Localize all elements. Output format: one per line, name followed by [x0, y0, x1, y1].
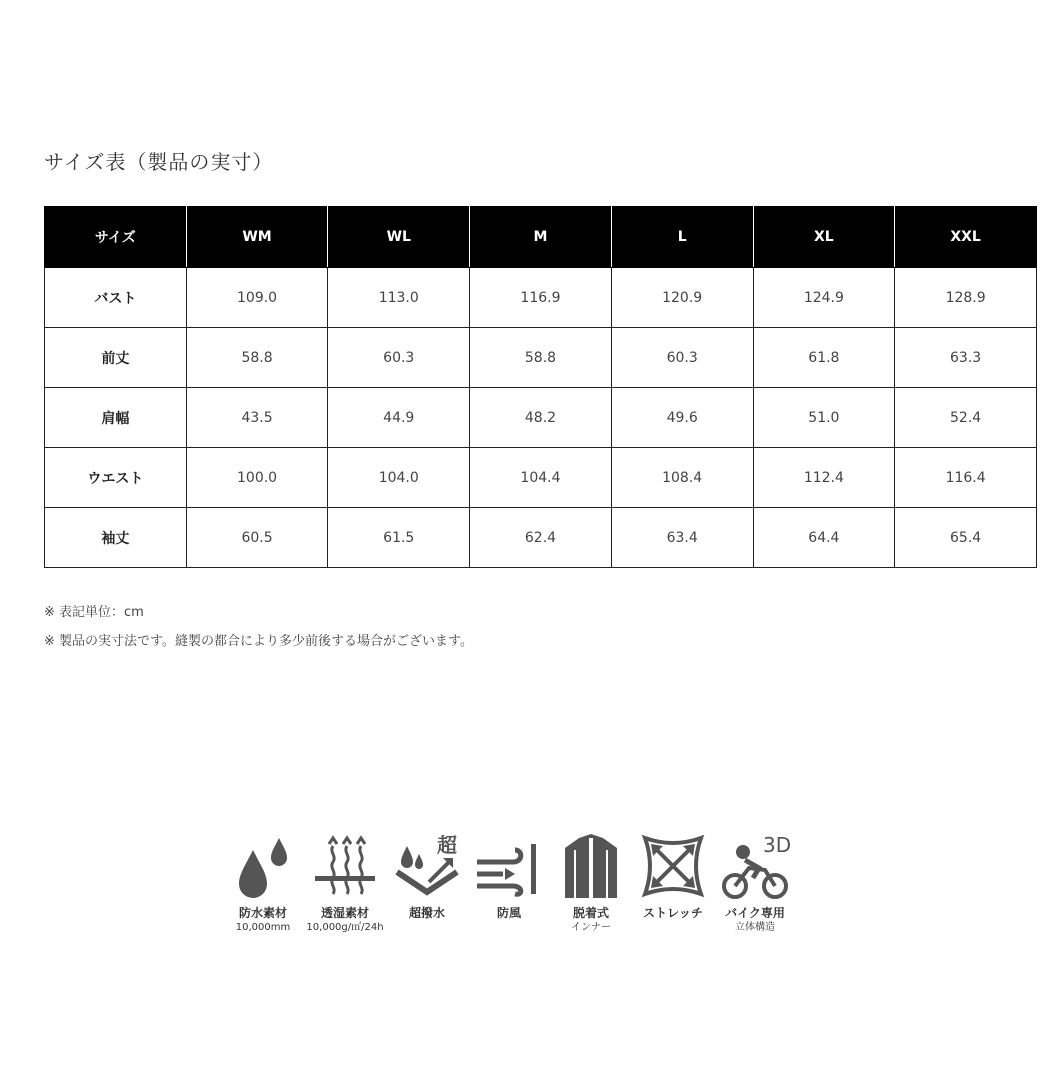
svg-text:超: 超 [437, 833, 457, 857]
row-label: 袖丈 [45, 508, 187, 568]
row-label: バスト [45, 268, 187, 328]
header-cell: WM [186, 207, 328, 268]
table-cell: 58.8 [470, 328, 612, 388]
table-header-row [45, 207, 1037, 268]
stretch-icon [637, 830, 709, 902]
page-title: サイズ表（製品の実寸） [44, 150, 274, 174]
table-cell: 128.9 [895, 268, 1037, 328]
size-table [44, 206, 1037, 568]
table-cell: 58.8 [186, 328, 328, 388]
table-cell: 64.4 [753, 508, 895, 568]
table-cell: 120.9 [611, 268, 753, 328]
table-cell: 60.3 [328, 328, 470, 388]
feature-sub: インナー [571, 922, 611, 933]
bike-3d-icon [719, 830, 791, 902]
row-label: 肩幅 [45, 388, 187, 448]
notes [44, 598, 473, 656]
feature-label: 超撥水 [408, 906, 445, 920]
table-cell: 108.4 [611, 448, 753, 508]
header-cell: XL [753, 207, 895, 268]
feature-sub: 10,000mm [235, 922, 291, 933]
feature-label: バイク専用 [725, 906, 785, 920]
table-cell: 112.4 [753, 448, 895, 508]
table-cell: 116.9 [470, 268, 612, 328]
table-cell: 48.2 [470, 388, 612, 448]
feature-label: ストレッチ [643, 906, 703, 920]
svg-text:3D: 3D [763, 833, 791, 857]
detachable-inner-icon [555, 830, 627, 902]
breathable-waves-icon [309, 830, 381, 902]
feature-bike-3d [714, 830, 796, 934]
table-cell: 104.4 [470, 448, 612, 508]
feature-windproof [468, 830, 550, 934]
feature-super-repellent [386, 830, 468, 934]
table-cell: 116.4 [895, 448, 1037, 508]
feature-waterproof [222, 830, 304, 934]
windproof-icon [473, 830, 545, 902]
table-cell: 113.0 [328, 268, 470, 328]
row-label: 前丈 [45, 328, 187, 388]
table-cell: 61.8 [753, 328, 895, 388]
header-cell: L [611, 207, 753, 268]
feature-detachable-inner [550, 830, 632, 934]
table-cell: 61.5 [328, 508, 470, 568]
feature-label: 透湿素材 [320, 906, 369, 920]
table-cell: 62.4 [470, 508, 612, 568]
feature-label: 防風 [496, 906, 521, 920]
header-cell: M [470, 207, 612, 268]
feature-icons [222, 830, 796, 934]
table-cell: 100.0 [186, 448, 328, 508]
row-label: ウエスト [45, 448, 187, 508]
table-row [45, 448, 1037, 508]
table-cell: 104.0 [328, 448, 470, 508]
super-water-repellent-icon [391, 830, 463, 902]
feature-label: 防水素材 [238, 906, 287, 920]
header-cell: WL [328, 207, 470, 268]
table-cell: 60.5 [186, 508, 328, 568]
table-cell: 65.4 [895, 508, 1037, 568]
table-cell: 52.4 [895, 388, 1037, 448]
table-cell: 60.3 [611, 328, 753, 388]
feature-sub: 10,000g/㎡/24h [306, 922, 384, 933]
table-cell: 44.9 [328, 388, 470, 448]
table-row [45, 508, 1037, 568]
table-cell: 51.0 [753, 388, 895, 448]
feature-breathable [304, 830, 386, 934]
feature-stretch [632, 830, 714, 934]
table-cell: 49.6 [611, 388, 753, 448]
table-cell: 63.3 [895, 328, 1037, 388]
note-unit: ※ 表記単位：cm [44, 605, 144, 620]
table-cell: 43.5 [186, 388, 328, 448]
feature-sub: 立体構造 [735, 922, 775, 933]
note-disclaimer: ※ 製品の実寸法です。縫製の都合により多少前後する場合がございます。 [44, 634, 473, 649]
table-row [45, 268, 1037, 328]
waterproof-drops-icon [227, 830, 299, 902]
table-cell: 109.0 [186, 268, 328, 328]
header-cell: XXL [895, 207, 1037, 268]
table-row [45, 328, 1037, 388]
table-row [45, 388, 1037, 448]
feature-label: 脱着式 [572, 906, 609, 920]
table-cell: 63.4 [611, 508, 753, 568]
header-cell: サイズ [45, 207, 187, 268]
table-cell: 124.9 [753, 268, 895, 328]
